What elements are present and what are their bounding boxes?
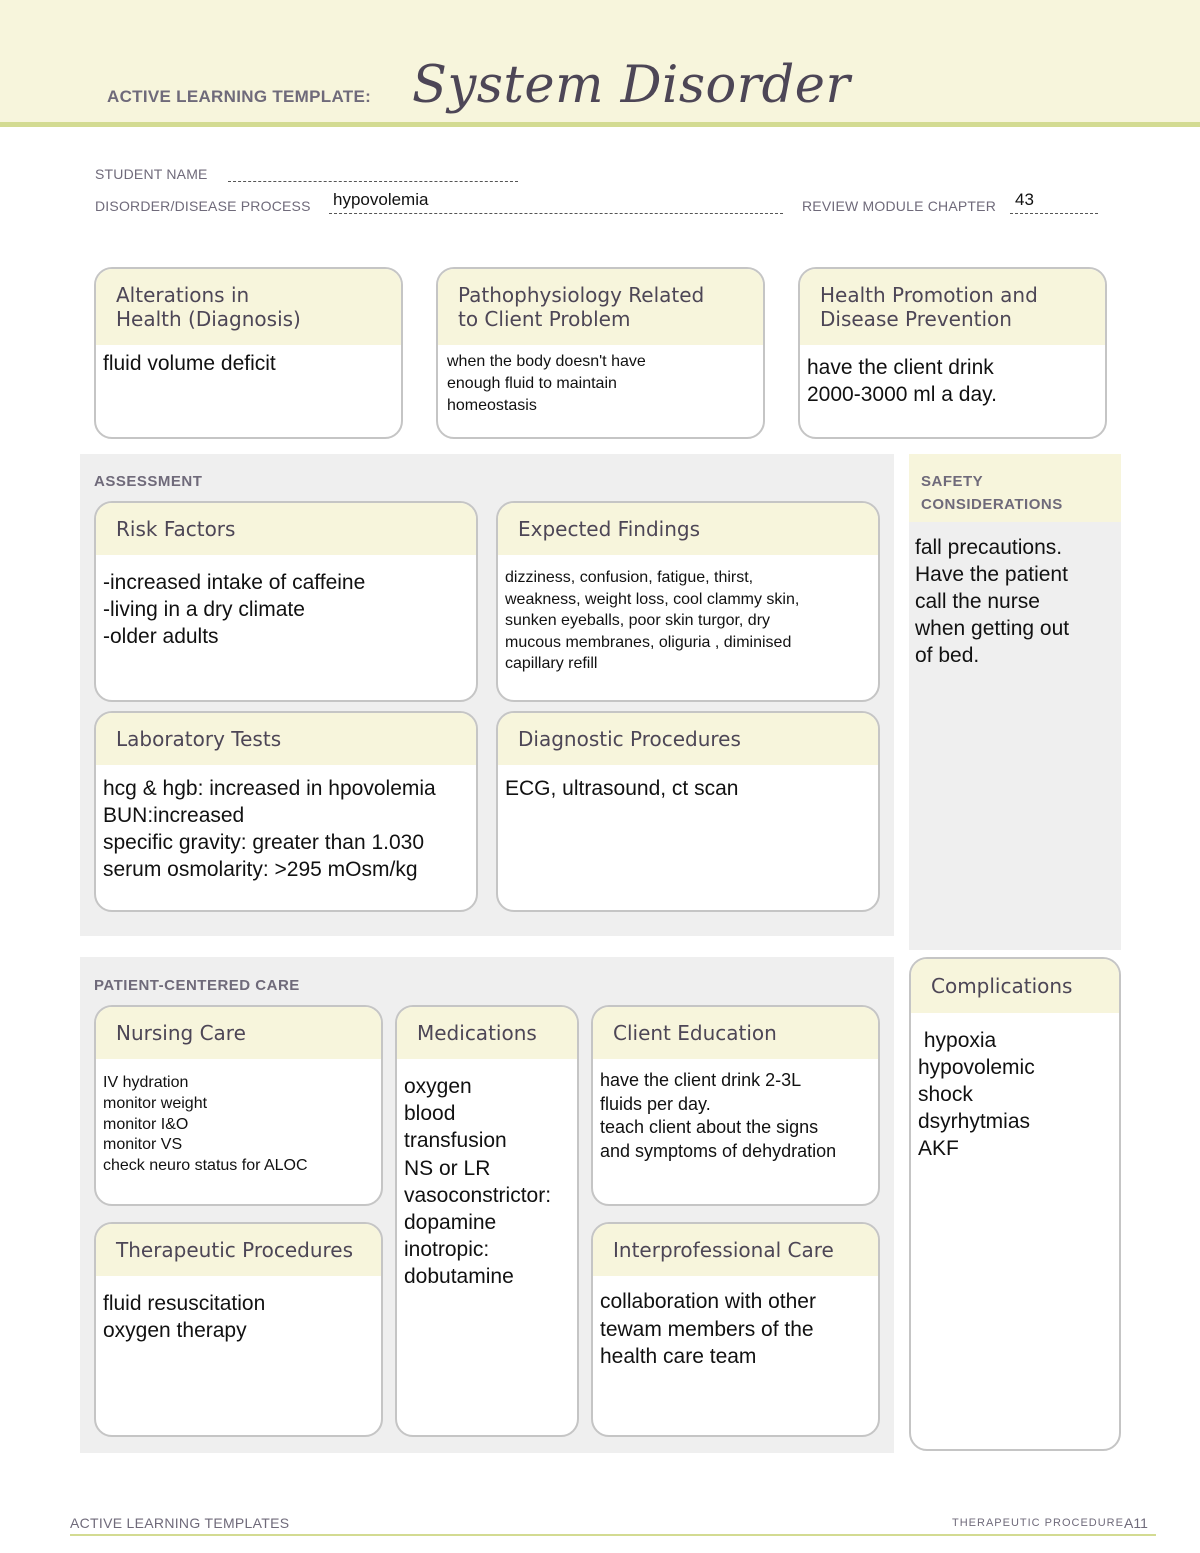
diagnostic-procedures-box xyxy=(496,711,880,912)
diagnostic-procedures-title: Diagnostic Procedures xyxy=(518,727,741,751)
header-rule xyxy=(0,122,1200,127)
therapeutic-procedures-box xyxy=(94,1222,383,1437)
interprofessional-care-box xyxy=(591,1222,880,1437)
risk-factors-title: Risk Factors xyxy=(116,517,236,541)
nursing-care-header xyxy=(96,1007,381,1059)
chapter-label: REVIEW MODULE CHAPTER xyxy=(802,198,996,214)
client-education-body[interactable]: have the client drink 2-3L fluids per day. teach client about the signs and symptoms of dehydration xyxy=(600,1070,837,1161)
disorder-field[interactable]: hypovolemia xyxy=(333,190,429,209)
footer-page-number: A11 xyxy=(1124,1515,1148,1531)
safety-label: SAFETY CONSIDERATIONS xyxy=(921,473,1063,513)
health-promotion-title-line2: Disease Prevention xyxy=(820,307,1012,331)
therapeutic-procedures-title: Therapeutic Procedures xyxy=(116,1238,354,1262)
pathophysiology-body[interactable]: when the body doesn't have enough fluid to maintain homeostasis xyxy=(447,353,646,414)
health-promotion-title-line1: Health Promotion and xyxy=(820,283,1038,307)
alterations-body[interactable]: fluid volume deficit xyxy=(103,352,276,375)
medications-body[interactable]: oxygen blood transfusion NS or LR vasoconstrictor: dopamine inotropic: dobutamine xyxy=(404,1075,552,1289)
footer-rule xyxy=(70,1534,1156,1536)
complications-box xyxy=(909,957,1121,1451)
laboratory-tests-body[interactable]: hcg & hgb: increased in hpovolemia BUN:increased specific gravity: greater than 1.030 serum osmolarity: >295 mOsm/kg xyxy=(103,777,436,881)
alterations-box xyxy=(94,267,403,439)
risk-factors-box xyxy=(94,501,478,702)
expected-findings-header xyxy=(498,503,878,555)
alterations-title-line1: Alterations in xyxy=(116,283,250,307)
nursing-care-box xyxy=(94,1005,383,1206)
footer-right-label: THERAPEUTIC PROCEDURE xyxy=(952,1517,1124,1529)
health-promotion-header xyxy=(800,269,1105,345)
complications-title: Complications xyxy=(931,974,1073,998)
expected-findings-box xyxy=(496,501,880,702)
laboratory-tests-title: Laboratory Tests xyxy=(116,727,282,751)
template-title: System Disorder xyxy=(412,56,851,115)
laboratory-tests-box xyxy=(94,711,478,912)
assessment-label: ASSESSMENT xyxy=(94,473,203,490)
safety-header xyxy=(909,454,1121,522)
footer-left-label: ACTIVE LEARNING TEMPLATES xyxy=(70,1515,290,1531)
pathophysiology-title-line1: Pathophysiology Related xyxy=(458,283,705,307)
therapeutic-procedures-body[interactable]: fluid resuscitation oxygen therapy xyxy=(103,1292,266,1342)
expected-findings-body[interactable]: dizziness, confusion, fatigue, thirst, weakness, weight loss, cool clammy skin, sunken eyeballs, poor skin turgor, dry mucous membranes, oliguria , diminised capillary refill xyxy=(505,569,800,672)
diagnostic-procedures-body[interactable]: ECG, ultrasound, ct scan xyxy=(505,777,739,800)
interprofessional-care-title: Interprofessional Care xyxy=(613,1238,834,1262)
nursing-care-body[interactable]: IV hydration monitor weight monitor I&O monitor VS check neuro status for ALOC xyxy=(103,1074,308,1175)
disorder-line xyxy=(329,213,783,214)
expected-findings-title: Expected Findings xyxy=(518,517,700,541)
alterations-header xyxy=(96,269,401,345)
alterations-title-line2: Health (Diagnosis) xyxy=(116,307,301,331)
interprofessional-care-body[interactable]: collaboration with other tewam members of the health care team xyxy=(600,1290,816,1368)
complications-header xyxy=(911,959,1119,1013)
client-education-box xyxy=(591,1005,880,1206)
health-promotion-body[interactable]: have the client drink 2000-3000 ml a day. xyxy=(807,356,997,406)
client-education-header xyxy=(593,1007,878,1059)
diagnostic-procedures-header xyxy=(498,713,878,765)
risk-factors-body[interactable]: -increased intake of caffeine -living in a dry climate -older adults xyxy=(103,571,366,648)
safety-body[interactable]: fall precautions. Have the patient call the nurse when getting out of bed. xyxy=(915,536,1070,667)
complications-body[interactable]: hypoxia hypovolemic shock dsyrhytmias AKF xyxy=(918,1029,1035,1160)
student-name-label: STUDENT NAME xyxy=(95,166,208,182)
health-promotion-box xyxy=(798,267,1107,439)
interprofessional-care-header xyxy=(593,1224,878,1276)
medications-title: Medications xyxy=(417,1021,537,1045)
medications-box xyxy=(395,1005,579,1437)
therapeutic-procedures-header xyxy=(96,1224,381,1276)
laboratory-tests-header xyxy=(96,713,476,765)
pathophysiology-header xyxy=(438,269,763,345)
template-label: ACTIVE LEARNING TEMPLATE: xyxy=(107,87,372,106)
student-name-line xyxy=(228,181,518,182)
chapter-line xyxy=(1010,213,1098,214)
safety-panel xyxy=(909,454,1121,950)
patient-care-label: PATIENT-CENTERED CARE xyxy=(94,977,300,994)
client-education-title: Client Education xyxy=(613,1021,777,1045)
nursing-care-title: Nursing Care xyxy=(116,1021,246,1045)
chapter-field[interactable]: 43 xyxy=(1015,190,1034,209)
risk-factors-header xyxy=(96,503,476,555)
disorder-label: DISORDER/DISEASE PROCESS xyxy=(95,198,311,214)
pathophysiology-title-line2: to Client Problem xyxy=(458,307,631,331)
medications-header xyxy=(397,1007,577,1059)
pathophysiology-box xyxy=(436,267,765,439)
